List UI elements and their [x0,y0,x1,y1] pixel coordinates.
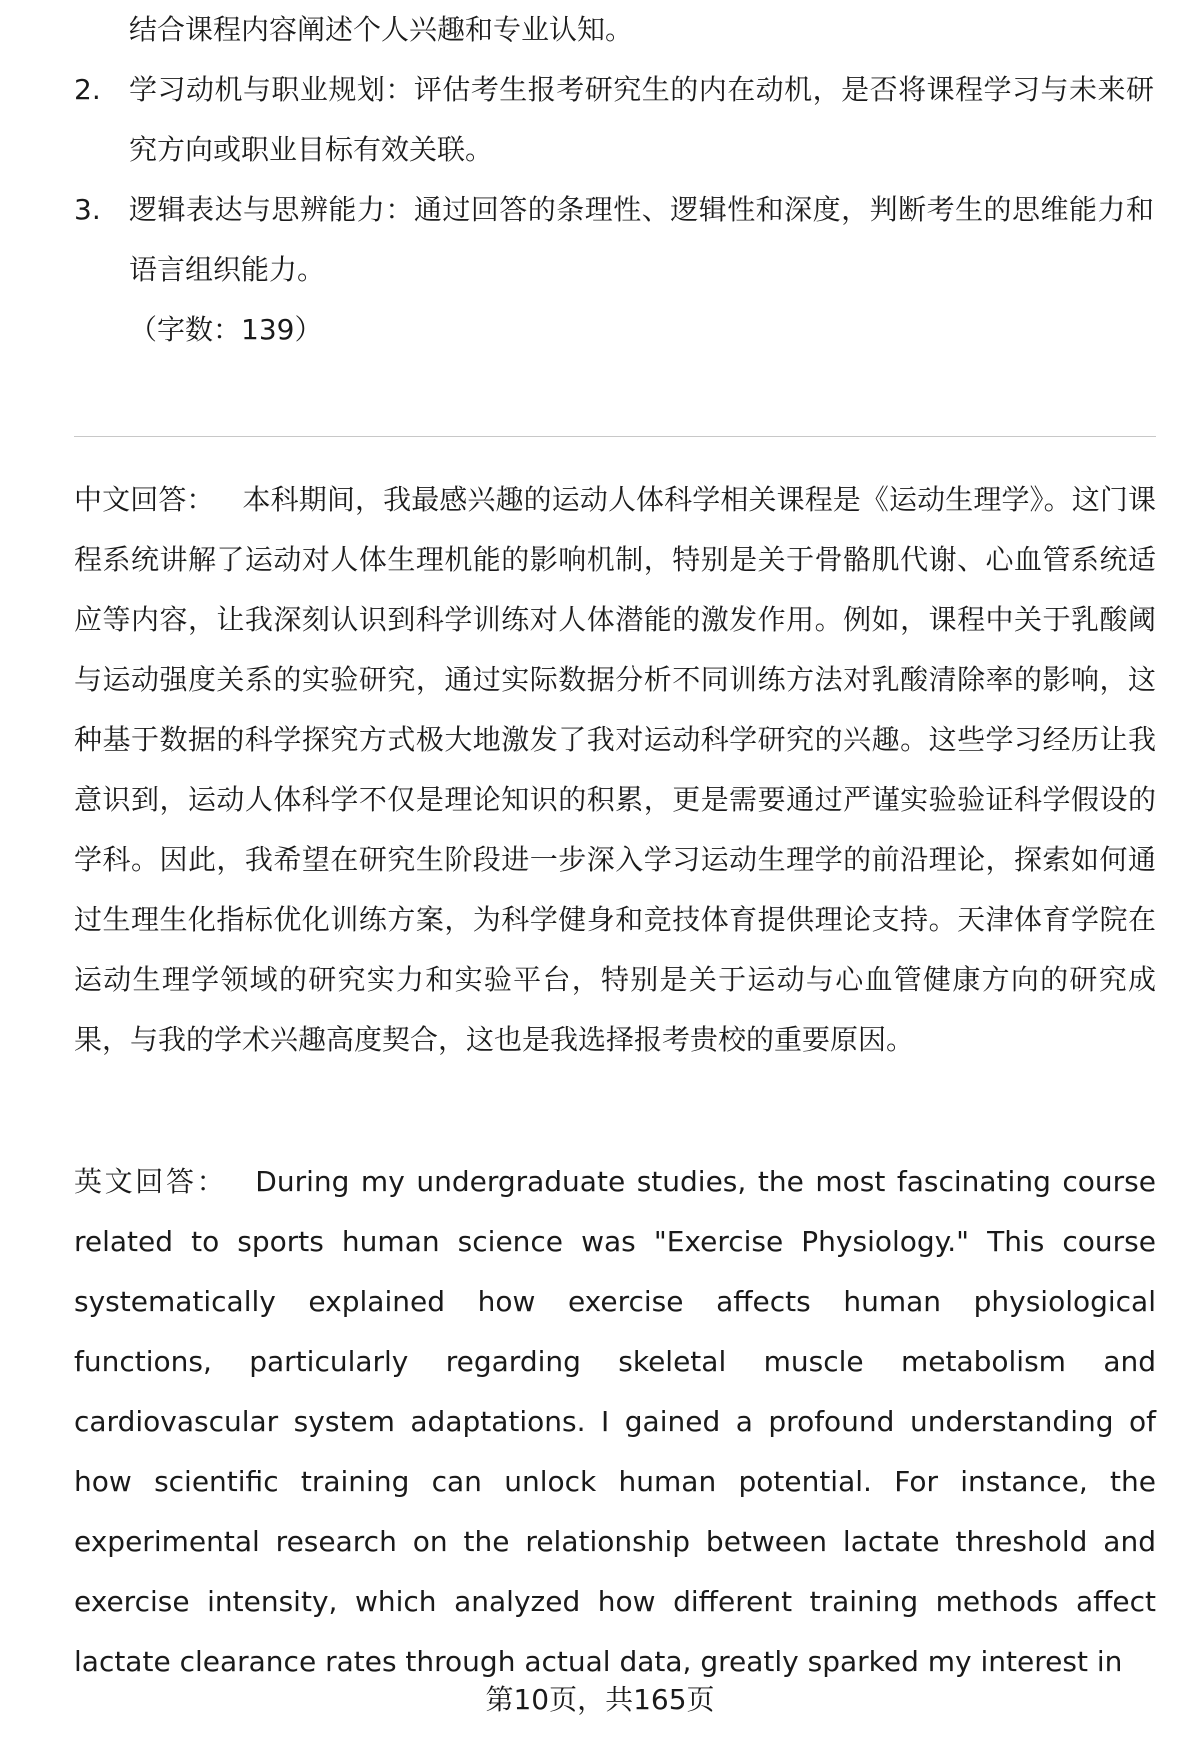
english-answer-label: 英文回答： [74,1165,228,1198]
page-footer: 第10页，共165页 [485,1683,715,1716]
chinese-answer-label: 中文回答： [74,483,215,516]
list-item-number: 3. [74,193,101,226]
list-item-text: 学习动机与职业规划：评估考生报考研究生的内在动机，是否将课程学习与未来研究方向或职业目标有效关联。 [129,73,1154,166]
english-answer-text: During my undergraduate studies, the most fascinating course related to sports human science was "Exercise Physiology." This course systematically explained how exercise affects human physiological functions, particularly regarding skeletal muscle metabolism and cardiovascular system adaptations. I gained a profound understanding of how scientific training can unlock human potential. For instance, the experimental research on the relationship between lactate threshold and exercise intensity, which analyzed how different training methods affect lactate clearance rates through actual data, greatly sparked my interest in [74,1165,1156,1678]
chinese-answer-paragraph [74,470,1156,1070]
english-answer-paragraph [74,1152,1156,1692]
word-count: （字数：139） [129,313,323,346]
list-item [74,60,1154,180]
list-item-number: 2. [74,73,101,106]
criteria-list [74,0,1154,360]
list-item-text: 逻辑表达与思辨能力：通过回答的条理性、逻辑性和深度，判断考生的思维能力和语言组织能力。 [129,193,1154,286]
list-item [74,180,1154,300]
section-divider [74,436,1156,437]
list-continuation-text: 结合课程内容阐述个人兴趣和专业认知。 [129,13,634,46]
chinese-answer-text: 本科期间，我最感兴趣的运动人体科学相关课程是《运动生理学》。这门课程系统讲解了运动对人体生理机能的影响机制，特别是关于骨骼肌代谢、心血管系统适应等内容，让我深刻认识到科学训练对人体潜能的激发作用。例如，课程中关于乳酸阈与运动强度关系的实验研究，通过实际数据分析不同训练方法对乳酸清除率的影响，这种基于数据的科学探究方式极大地激发了我对运动科学研究的兴趣。这些学习经历让我意识到，运动人体科学不仅是理论知识的积累，更是需要通过严谨实验验证科学假设的学科。因此，我希望在研究生阶段进一步深入学习运动生理学的前沿理论，探索如何通过生理生化指标优化训练方案，为科学健身和竞技体育提供理论支持。天津体育学院在运动生理学领域的研究实力和实验平台，特别是关于运动与心血管健康方向的研究成果，与我的学术兴趣高度契合，这也是我选择报考贵校的重要原因。 [74,483,1156,1056]
